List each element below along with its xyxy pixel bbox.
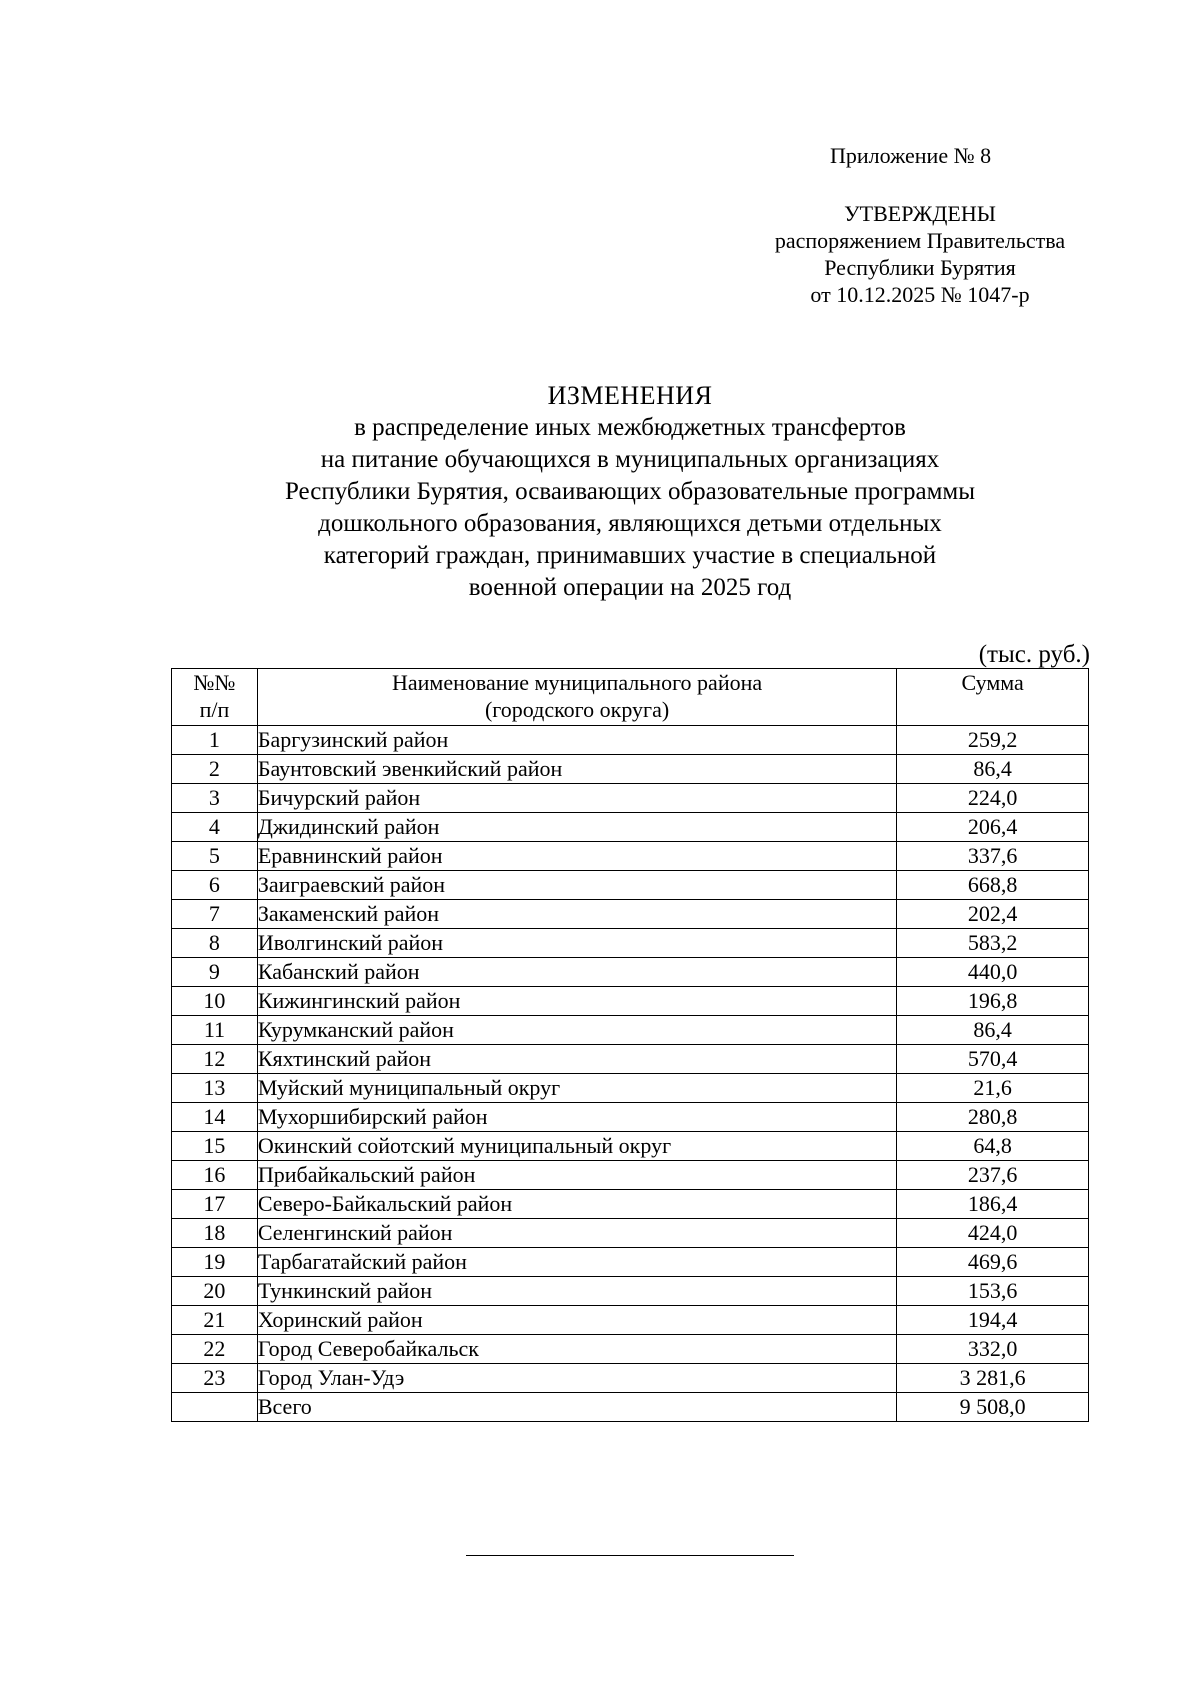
- row-district-name: Тарбагатайский район: [257, 1248, 896, 1277]
- row-sum: 194,4: [897, 1306, 1089, 1335]
- total-row: [172, 1393, 1089, 1422]
- table-row: [172, 900, 1089, 929]
- row-sum: 153,6: [897, 1277, 1089, 1306]
- title-heading: ИЗМЕНЕНИЯ: [547, 381, 713, 410]
- row-number: 5: [172, 842, 258, 871]
- table-row: [172, 1306, 1089, 1335]
- row-sum: 668,8: [897, 871, 1089, 900]
- row-sum: 196,8: [897, 987, 1089, 1016]
- row-sum: 570,4: [897, 1045, 1089, 1074]
- row-district-name: Прибайкальский район: [257, 1161, 896, 1190]
- row-sum: 186,4: [897, 1190, 1089, 1219]
- row-sum: 21,6: [897, 1074, 1089, 1103]
- row-sum: 202,4: [897, 900, 1089, 929]
- row-district-name: Баргузинский район: [257, 726, 896, 755]
- table-row: [172, 1103, 1089, 1132]
- total-number: [172, 1393, 258, 1422]
- row-number: 3: [172, 784, 258, 813]
- row-district-name: Иволгинский район: [257, 929, 896, 958]
- closing-rule: [466, 1555, 794, 1556]
- table-row: [172, 784, 1089, 813]
- row-district-name: Окинский сойотский муниципальный округ: [257, 1132, 896, 1161]
- total-sum: 9 508,0: [897, 1393, 1089, 1422]
- table-row: [172, 1045, 1089, 1074]
- table-body: [172, 726, 1089, 1422]
- header-name: [257, 669, 896, 726]
- approved-label: УТВЕРЖДЕНЫ: [844, 201, 996, 226]
- header-sum: [897, 669, 1089, 726]
- row-number: 8: [172, 929, 258, 958]
- row-district-name: Кяхтинский район: [257, 1045, 896, 1074]
- row-district-name: Заиграевский район: [257, 871, 896, 900]
- row-sum: 440,0: [897, 958, 1089, 987]
- row-district-name: Муйский муниципальный округ: [257, 1074, 896, 1103]
- row-district-name: Кижингинский район: [257, 987, 896, 1016]
- title-line: военной операции на 2025 год: [468, 574, 792, 601]
- table-row: [172, 929, 1089, 958]
- table-row: [172, 1074, 1089, 1103]
- row-sum: 224,0: [897, 784, 1089, 813]
- table-row: [172, 1132, 1089, 1161]
- table-header-row: [172, 669, 1089, 726]
- row-sum: 469,6: [897, 1248, 1089, 1277]
- row-sum: 86,4: [897, 1016, 1089, 1045]
- row-number: 6: [172, 871, 258, 900]
- approval-line-2: Республики Бурятия: [824, 255, 1016, 280]
- title-line: категорий граждан, принимавших участие в специальной: [323, 542, 937, 569]
- header-name-line-1: Наименование муниципального района: [391, 670, 763, 695]
- title-line: дошкольного образования, являющихся детьми отдельных: [318, 510, 942, 537]
- row-sum: 583,2: [897, 929, 1089, 958]
- row-number: 10: [172, 987, 258, 1016]
- row-district-name: Курумканский район: [257, 1016, 896, 1045]
- document-title: [180, 380, 1080, 604]
- table-row: [172, 1161, 1089, 1190]
- row-district-name: Баунтовский эвенкийский район: [257, 755, 896, 784]
- row-number: 2: [172, 755, 258, 784]
- row-sum: 86,4: [897, 755, 1089, 784]
- row-number: 18: [172, 1219, 258, 1248]
- row-district-name: Хоринский район: [257, 1306, 896, 1335]
- row-number: 17: [172, 1190, 258, 1219]
- table-row: [172, 842, 1089, 871]
- row-number: 12: [172, 1045, 258, 1074]
- row-district-name: Джидинский район: [257, 813, 896, 842]
- row-district-name: Мухоршибирский район: [257, 1103, 896, 1132]
- row-sum: 64,8: [897, 1132, 1089, 1161]
- row-number: 23: [172, 1364, 258, 1393]
- table-row: [172, 1277, 1089, 1306]
- row-number: 9: [172, 958, 258, 987]
- row-sum: 237,6: [897, 1161, 1089, 1190]
- row-sum: 332,0: [897, 1335, 1089, 1364]
- row-sum: 206,4: [897, 813, 1089, 842]
- table-row: [172, 726, 1089, 755]
- row-number: 15: [172, 1132, 258, 1161]
- header-number: [172, 669, 258, 726]
- row-district-name: Еравнинский район: [257, 842, 896, 871]
- row-number: 7: [172, 900, 258, 929]
- row-district-name: Бичурский район: [257, 784, 896, 813]
- approval-stamp: [730, 200, 1110, 308]
- table-row: [172, 871, 1089, 900]
- row-number: 20: [172, 1277, 258, 1306]
- appendix-label: Приложение № 8: [830, 143, 992, 168]
- row-number: 11: [172, 1016, 258, 1045]
- title-line: на питание обучающихся в муниципальных организациях: [320, 446, 940, 473]
- row-number: 4: [172, 813, 258, 842]
- table-row: [172, 958, 1089, 987]
- table-row: [172, 755, 1089, 784]
- row-number: 22: [172, 1335, 258, 1364]
- approval-line-3: от 10.12.2025 № 1047-р: [810, 282, 1030, 307]
- table-row: [172, 1335, 1089, 1364]
- approval-line-1: распоряжением Правительства: [774, 228, 1066, 253]
- row-number: 16: [172, 1161, 258, 1190]
- row-sum: 280,8: [897, 1103, 1089, 1132]
- total-label: Всего: [257, 1393, 896, 1422]
- row-number: 19: [172, 1248, 258, 1277]
- row-district-name: Селенгинский район: [257, 1219, 896, 1248]
- header-name-line-2: (городского округа): [484, 697, 670, 722]
- table-row: [172, 1248, 1089, 1277]
- title-line: Республики Бурятия, осваивающих образовательные программы: [284, 478, 976, 505]
- table-row: [172, 1016, 1089, 1045]
- row-sum: 424,0: [897, 1219, 1089, 1248]
- header-number-line-1: №№: [193, 670, 236, 695]
- row-district-name: Северо-Байкальский район: [257, 1190, 896, 1219]
- table-row: [172, 1190, 1089, 1219]
- units-label: (тыс. руб.): [978, 641, 1090, 668]
- title-line: в распределение иных межбюджетных трансфертов: [354, 414, 906, 441]
- row-sum: 259,2: [897, 726, 1089, 755]
- row-district-name: Тункинский район: [257, 1277, 896, 1306]
- header-sum-label: Сумма: [961, 670, 1024, 695]
- row-district-name: Кабанский район: [257, 958, 896, 987]
- row-district-name: Закаменский район: [257, 900, 896, 929]
- row-number: 13: [172, 1074, 258, 1103]
- row-number: 21: [172, 1306, 258, 1335]
- header-number-line-2: п/п: [199, 697, 230, 722]
- distribution-table: [171, 668, 1089, 1422]
- row-district-name: Город Северобайкальск: [257, 1335, 896, 1364]
- row-number: 14: [172, 1103, 258, 1132]
- table-row: [172, 1219, 1089, 1248]
- row-number: 1: [172, 726, 258, 755]
- row-sum: 337,6: [897, 842, 1089, 871]
- table-row: [172, 1364, 1089, 1393]
- table-row: [172, 987, 1089, 1016]
- row-district-name: Город Улан-Удэ: [257, 1364, 896, 1393]
- row-sum: 3 281,6: [897, 1364, 1089, 1393]
- table-row: [172, 813, 1089, 842]
